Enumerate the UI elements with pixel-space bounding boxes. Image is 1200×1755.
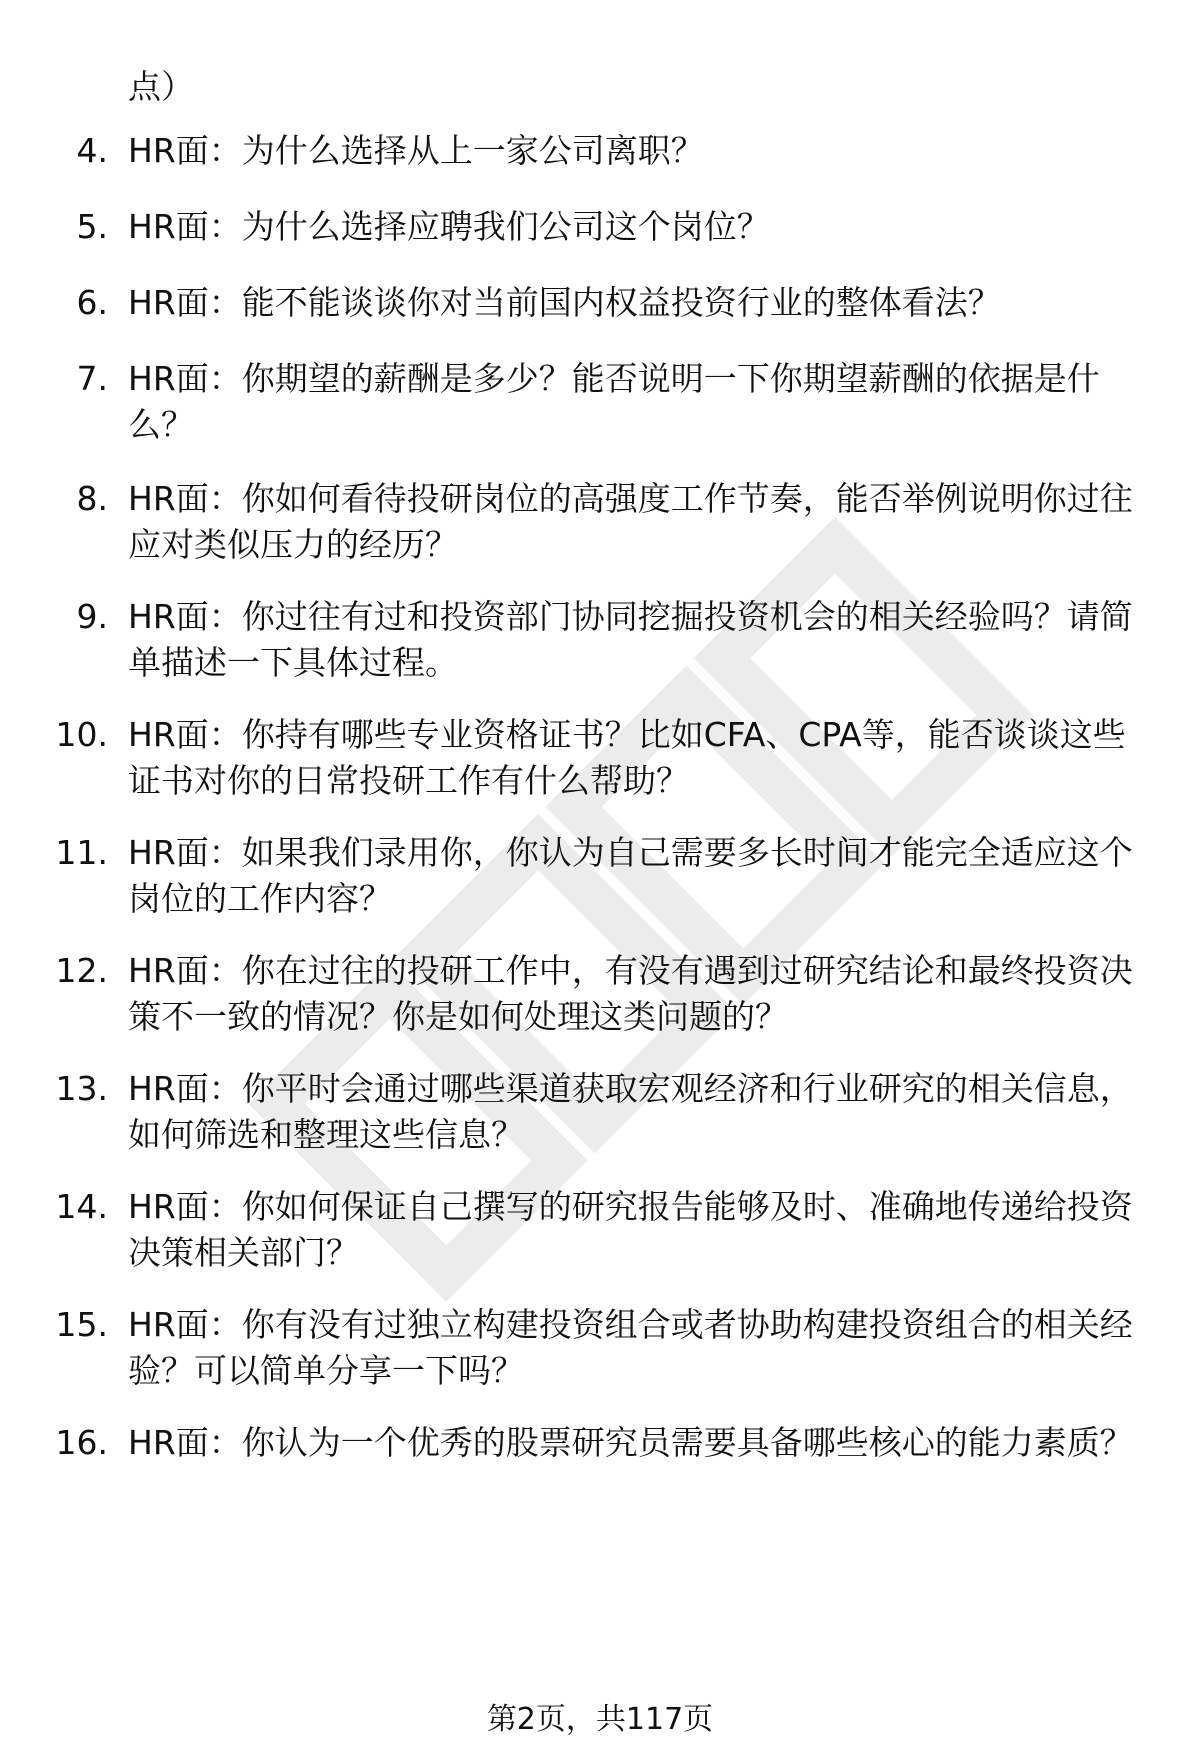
item-text: HR面：如果我们录用你，你认为自己需要多长时间才能完全适应这个岗位的工作内容？ — [128, 833, 1133, 918]
item-number: 10. — [55, 715, 108, 754]
item-text: HR面：你认为一个优秀的股票研究员需要具备哪些核心的能力素质？ — [128, 1423, 1133, 1462]
item-number: 14. — [55, 1187, 108, 1226]
item-number: 8. — [76, 479, 108, 518]
item-text: HR面：你如何保证自己撰写的研究报告能够及时、准确地传递给投资决策相关部门？ — [128, 1187, 1133, 1272]
item-number: 11. — [55, 833, 108, 872]
item-text: HR面：你持有哪些专业资格证书？比如CFA、CPA等，能否谈谈这些证书对你的日常投研工作有什么帮助？ — [128, 715, 1126, 800]
item-text: HR面：你平时会通过哪些渠道获取宏观经济和行业研究的相关信息，如何筛选和整理这些信息？ — [128, 1069, 1133, 1154]
item-text: HR面：为什么选择应聘我们公司这个岗位？ — [128, 207, 770, 246]
continuation-text: 点） — [128, 67, 194, 106]
item-text: HR面：能不能谈谈你对当前国内权益投资行业的整体看法？ — [128, 283, 1001, 322]
item-number: 15. — [55, 1305, 108, 1344]
item-text: HR面：你过往有过和投资部门协同挖掘投资机会的相关经验吗？请简单描述一下具体过程。 — [128, 597, 1133, 682]
item-number: 13. — [55, 1069, 108, 1108]
item-number: 7. — [76, 359, 108, 398]
item-text: HR面：为什么选择从上一家公司离职？ — [128, 131, 704, 170]
page-footer: 第2页，共117页 — [486, 1702, 714, 1737]
item-number: 16. — [55, 1423, 108, 1462]
item-text: HR面：你在过往的投研工作中，有没有遇到过研究结论和最终投资决策不一致的情况？你是如何处理这类问题的？ — [128, 951, 1133, 1036]
item-text: HR面：你如何看待投研岗位的高强度工作节奏，能否举例说明你过往应对类似压力的经历？ — [128, 479, 1133, 564]
item-number: 6. — [76, 283, 108, 322]
item-number: 12. — [55, 951, 108, 990]
item-number: 4. — [76, 131, 108, 170]
item-number: 9. — [76, 597, 108, 636]
item-text: HR面：你期望的薪酬是多少？能否说明一下你期望薪酬的依据是什么？ — [128, 359, 1100, 444]
item-number: 5. — [76, 207, 108, 246]
item-text: HR面：你有没有过独立构建投资组合或者协助构建投资组合的相关经验？可以简单分享一下吗？ — [128, 1305, 1133, 1390]
